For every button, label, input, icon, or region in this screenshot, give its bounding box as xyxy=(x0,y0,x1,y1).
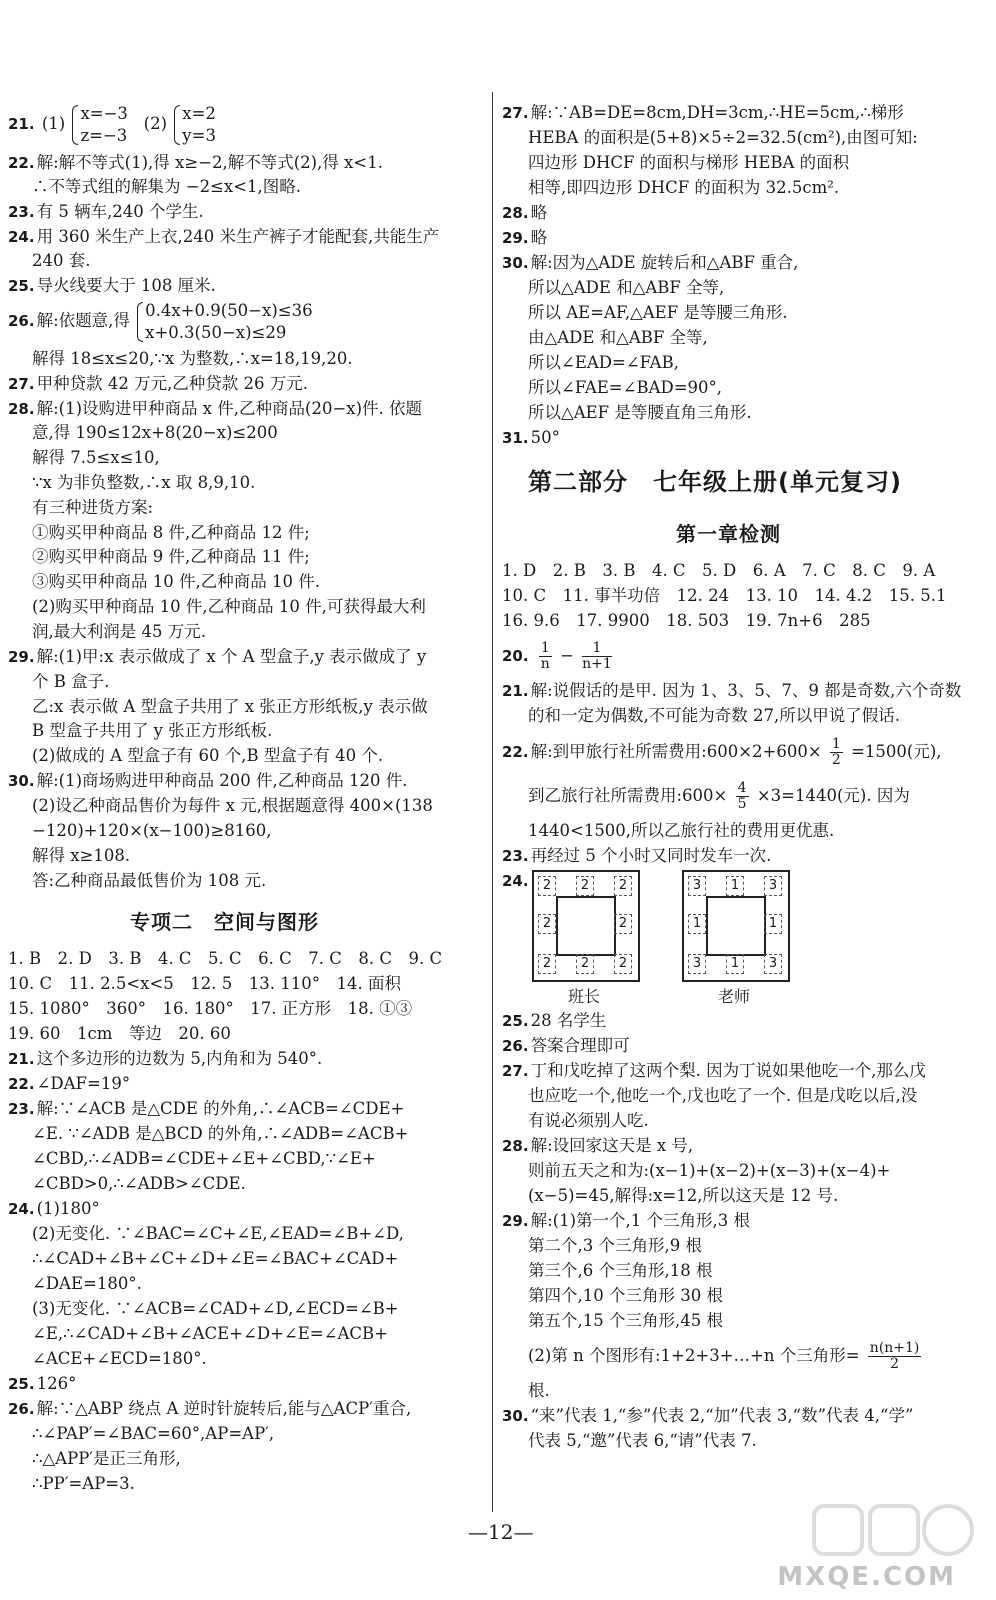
fraction: $\frac{n(n+1)}{2}$ xyxy=(869,1340,920,1372)
answer-30: 30. 解:因为△ADE 旋转后和△ABF 重合, xyxy=(502,253,799,272)
tile: 2 xyxy=(538,876,556,896)
text-line: 有三种进货方案: xyxy=(32,498,154,517)
answer-29: 29. 解:(1)甲:x 表示做成了 x 个 A 型盒子,y 表示做成了 y xyxy=(8,647,427,666)
text-line: 到乙旅行社所需费用:600× $\frac{4}{5}$ ×3=1440(元). 因为 xyxy=(528,780,910,812)
text-line: 所以△ADE 和△ABF 全等, xyxy=(528,278,725,297)
tile: 1 xyxy=(764,914,782,934)
answer-20: 20. $\frac{1}{n}$ − $\frac{1}{n+1}$ xyxy=(502,640,612,672)
answer-27: 27. 甲种贷款 42 万元,乙种贷款 26 万元. xyxy=(8,374,309,393)
text-line: ∠ACE+∠ECD=180°. xyxy=(32,1349,207,1368)
inequality-system: 0.4x+0.9(50−x)≤36 x+0.3(50−x)≤29 xyxy=(135,300,312,344)
text-line: ∴∠PAP′=∠BAC=60°,AP=AP′, xyxy=(32,1424,275,1443)
text-line: HEBA 的面积是(5+8)×5÷2=32.5(cm²),由图可知: xyxy=(528,128,918,147)
text-line: ∠CBD>0,∴∠ADB>∠CDE. xyxy=(32,1174,246,1193)
answer-24: 24. (1)180° xyxy=(8,1199,100,1218)
text-line: 240 套. xyxy=(32,251,91,270)
text-line: (2)购买甲种商品 10 件,乙种商品 10 件,可获得最大利 xyxy=(32,597,426,616)
tile: 3 xyxy=(688,876,706,896)
answer-29: 29. 略 xyxy=(502,228,548,247)
text-line: −120)+120×(x−100)≥8160, xyxy=(32,821,272,840)
watermark-text: MXQE.COM xyxy=(777,1562,956,1592)
text-line: (3)无变化. ∵∠ACB=∠CAD+∠D,∠ECD=∠B+ xyxy=(32,1299,399,1318)
answer-row: 15. 1080° 360° 16. 180° 17. 正方形 18. ①③ xyxy=(8,999,413,1018)
tile: 1 xyxy=(688,914,706,934)
figure-teacher xyxy=(682,870,790,982)
answer-27: 27. 丁和戊吃掉了这两个梨. 因为丁说如果他吃一个,那么戊 xyxy=(502,1061,926,1080)
text-line: 代表 5,“邀”代表 6,“请”代表 7. xyxy=(528,1431,757,1450)
text-line: 第五个,15 个三角形,45 根 xyxy=(528,1311,723,1330)
text-line: (2)做成的 A 型盒子有 60 个,B 型盒子有 40 个. xyxy=(32,746,384,765)
tile: 3 xyxy=(764,954,782,974)
inner-square xyxy=(706,896,766,956)
text-line: ∴∠CAD+∠B+∠C+∠D+∠E=∠BAC+∠CAD+ xyxy=(32,1249,399,1268)
text-line: 第四个,10 个三角形 30 根 xyxy=(528,1286,723,1305)
section-heading: 专项二 空间与图形 xyxy=(130,910,319,934)
tile: 2 xyxy=(614,914,632,934)
tile: 2 xyxy=(538,914,556,934)
text-line: ∠CBD,∴∠ADB=∠CDE+∠E+∠CBD,∵∠E+ xyxy=(32,1149,376,1168)
answer-30: 30. 解:(1)商场购进甲种商品 200 件,乙种商品 120 件. xyxy=(8,771,408,790)
answer-27: 27. 解:∵AB=DE=8cm,DH=3cm,∴HE=5cm,∴梯形 xyxy=(502,103,904,122)
column-divider xyxy=(492,92,493,1512)
answer-26: 26. 解:∵△ABP 绕点 A 逆时针旋转后,能与△ACP′重合, xyxy=(8,1399,412,1418)
text-line: ∠DAE=180°. xyxy=(32,1274,142,1293)
text-line: B 型盒子共用了 y 张正方形纸板. xyxy=(32,721,273,740)
text-line: 解得 7.5≤x≤10, xyxy=(32,448,160,467)
tile: 1 xyxy=(726,876,744,896)
tile: 2 xyxy=(576,954,594,974)
text-line: ①购买甲种商品 8 件,乙种商品 12 件; xyxy=(32,523,310,542)
text-line: ∴PP′=AP=3. xyxy=(32,1474,135,1493)
text-line: 也应吃一个,他吃一个,戊也吃了一个. 但是戊吃以后,没 xyxy=(528,1086,918,1105)
text-line: 第二个,3 个三角形,9 根 xyxy=(528,1236,702,1255)
answer-24: 24. xyxy=(502,872,529,890)
answer-22: 22. ∠DAF=19° xyxy=(8,1074,131,1093)
answer-25: 25. 126° xyxy=(8,1374,77,1393)
answer-26: 26. 答案合理即可 xyxy=(502,1036,630,1055)
fraction: $\frac{1}{n+1}$ xyxy=(582,640,612,672)
tile: 2 xyxy=(538,954,556,974)
text-line: ∴△APP′是正三角形, xyxy=(32,1449,181,1468)
text-line: (2)第 n 个图形有:1+2+3+…+n 个三角形= $\frac{n(n+1)}{2}$ xyxy=(528,1340,920,1372)
figure-class-monitor xyxy=(532,870,640,982)
answer-24: 24. 用 360 米生产上衣,240 米生产裤子才能配套,共能生产 xyxy=(8,227,440,246)
answer-28: 28. 略 xyxy=(502,203,548,222)
answer-row: 10. C 11. 事半功倍 12. 24 13. 10 14. 4.2 15. 5.1 xyxy=(502,586,947,605)
tile: 2 xyxy=(576,876,594,896)
text-line: 意,得 190≤12x+8(20−x)≤200 xyxy=(32,423,278,442)
answer-31: 31. 50° xyxy=(502,428,560,447)
text-line: 所以 AE=AF,△AEF 是等腰三角形. xyxy=(528,303,788,322)
text-line: 由△ADE 和△ABF 全等, xyxy=(528,328,708,347)
answer-23: 23. 解:∵∠ACB 是△CDE 的外角,∴∠ACB=∠CDE+ xyxy=(8,1099,405,1118)
text-line: (x−5)=45,解得:x=12,所以这天是 12 号. xyxy=(528,1186,839,1205)
text-line: 所以△AEF 是等腰直角三角形. xyxy=(528,403,752,422)
equation-system: x=−3 z=−3 xyxy=(70,103,127,147)
answer-21: 21. 解:说假话的是甲. 因为 1、3、5、7、9 都是奇数,六个奇数 xyxy=(502,681,962,700)
text-line: ②购买甲种商品 9 件,乙种商品 11 件; xyxy=(32,547,310,566)
text-line: 答:乙种商品最低售价为 108 元. xyxy=(32,871,267,890)
inner-square xyxy=(556,896,616,956)
text-line: 四边形 DHCF 的面积与梯形 HEBA 的面积 xyxy=(528,153,850,172)
text-line: 所以∠EAD=∠FAB, xyxy=(528,353,679,372)
tile: 3 xyxy=(688,954,706,974)
text-line: 所以∠FAE=∠BAD=90°, xyxy=(528,378,723,397)
answer-29: 29. 解:(1)第一个,1 个三角形,3 根 xyxy=(502,1211,750,1230)
figure-caption: 老师 xyxy=(718,987,751,1006)
answer-22: 22. 解:到甲旅行社所需费用:600×2+600× $\frac{1}{2}$ =1500(元), xyxy=(502,736,942,768)
answer-25: 25. 导火线要大于 108 厘米. xyxy=(8,276,216,295)
text-line: (2)设乙种商品售价为每件 x 元,根据题意得 400×(138 xyxy=(32,796,433,815)
answer-22: 22. 解:解不等式(1),得 x≥−2,解不等式(2),得 x<1. xyxy=(8,153,383,172)
text-line: 润,最大利润是 45 万元. xyxy=(32,622,206,641)
answer-28: 28. 解:(1)设购进甲种商品 x 件,乙种商品(20−x)件. 依题 xyxy=(8,399,423,418)
fraction: $\frac{4}{5}$ xyxy=(737,780,747,812)
answer-row: 19. 60 1cm 等边 20. 60 xyxy=(8,1024,231,1043)
answer-row: 1. B 2. D 3. B 4. C 5. C 6. C 7. C 8. C 9. C xyxy=(8,949,443,968)
tile: 1 xyxy=(726,954,744,974)
text-line: 根. xyxy=(528,1381,550,1400)
part-heading: 第二部分 七年级上册(单元复习) xyxy=(528,468,902,496)
text-line: 的和一定为偶数,不可能为奇数 27,所以甲说了假话. xyxy=(528,706,900,725)
equation-system: x=2 y=3 xyxy=(172,103,216,147)
text-line: ③购买甲种商品 10 件,乙种商品 10 件. xyxy=(32,572,320,591)
text-line: (2)无变化. ∵∠BAC=∠C+∠E,∠EAD=∠B+∠D, xyxy=(32,1224,404,1243)
fraction: $\frac{1}{n}$ xyxy=(540,640,550,672)
answer-28: 28. 解:设回家这天是 x 号, xyxy=(502,1136,694,1155)
answer-row: 16. 9.6 17. 9900 18. 503 19. 7n+6 285 xyxy=(502,611,871,630)
text-line: 有说必须别人吃. xyxy=(528,1111,649,1130)
answer-23: 23. 再经过 5 个小时又同时发车一次. xyxy=(502,846,772,865)
answer-row: 10. C 11. 2.5<x<5 12. 5 13. 110° 14. 面积 xyxy=(8,974,401,993)
tile: 2 xyxy=(614,876,632,896)
answer-25: 25. 28 名学生 xyxy=(502,1011,607,1030)
tile: 2 xyxy=(614,954,632,974)
answer-21: 21. 这个多边形的边数为 5,内角和为 540°. xyxy=(8,1049,323,1068)
text-line: 个 B 盒子. xyxy=(32,672,110,691)
text-line: ∴不等式组的解集为 −2≤x<1,图略. xyxy=(32,177,302,196)
answer-row: 1. D 2. B 3. B 4. C 5. D 6. A 7. C 8. C 9. A xyxy=(502,561,936,580)
chapter-heading: 第一章检测 xyxy=(676,522,781,546)
text-line: 1440<1500,所以乙旅行社的费用更优惠. xyxy=(528,821,835,840)
text-line: ∵x 为非负整数,∴x 取 8,9,10. xyxy=(32,473,256,492)
answer-21: 21. (1) x=−3 z=−3 (2) x=2 y=3 xyxy=(8,103,216,145)
answer-26: 26. 解:依题意,得 0.4x+0.9(50−x)≤36 x+0.3(50−x)≤29 xyxy=(8,300,313,342)
text-line: 解得 x≥108. xyxy=(32,846,131,865)
answer-23: 23. 有 5 辆车,240 个学生. xyxy=(8,202,204,221)
text-line: 相等,即四边形 DHCF 的面积为 32.5cm². xyxy=(528,178,840,197)
text-line: 乙:x 表示做 A 型盒子共用了 x 张正方形纸板,y 表示做 xyxy=(32,697,428,716)
fraction: $\frac{1}{2}$ xyxy=(831,736,841,768)
tile: 3 xyxy=(764,876,782,896)
figure-caption: 班长 xyxy=(568,987,601,1006)
text-line: ∠E,∴∠CAD+∠B+∠ACE+∠D+∠E=∠ACB+ xyxy=(32,1324,388,1343)
text-line: ∠E. ∵∠ADB 是△BCD 的外角,∴∠ADB=∠ACB+ xyxy=(32,1124,409,1143)
answer-30: 30. “来”代表 1,“参”代表 2,“加”代表 3,“数”代表 4,“学” xyxy=(502,1406,914,1425)
page-number: —12— xyxy=(468,1520,534,1544)
text-line: 则前五天之和为:(x−1)+(x−2)+(x−3)+(x−4)+ xyxy=(528,1161,891,1180)
text-line: 解得 18≤x≤20,∵x 为整数,∴x=18,19,20. xyxy=(32,349,353,368)
text-line: 第三个,6 个三角形,18 根 xyxy=(528,1261,713,1280)
